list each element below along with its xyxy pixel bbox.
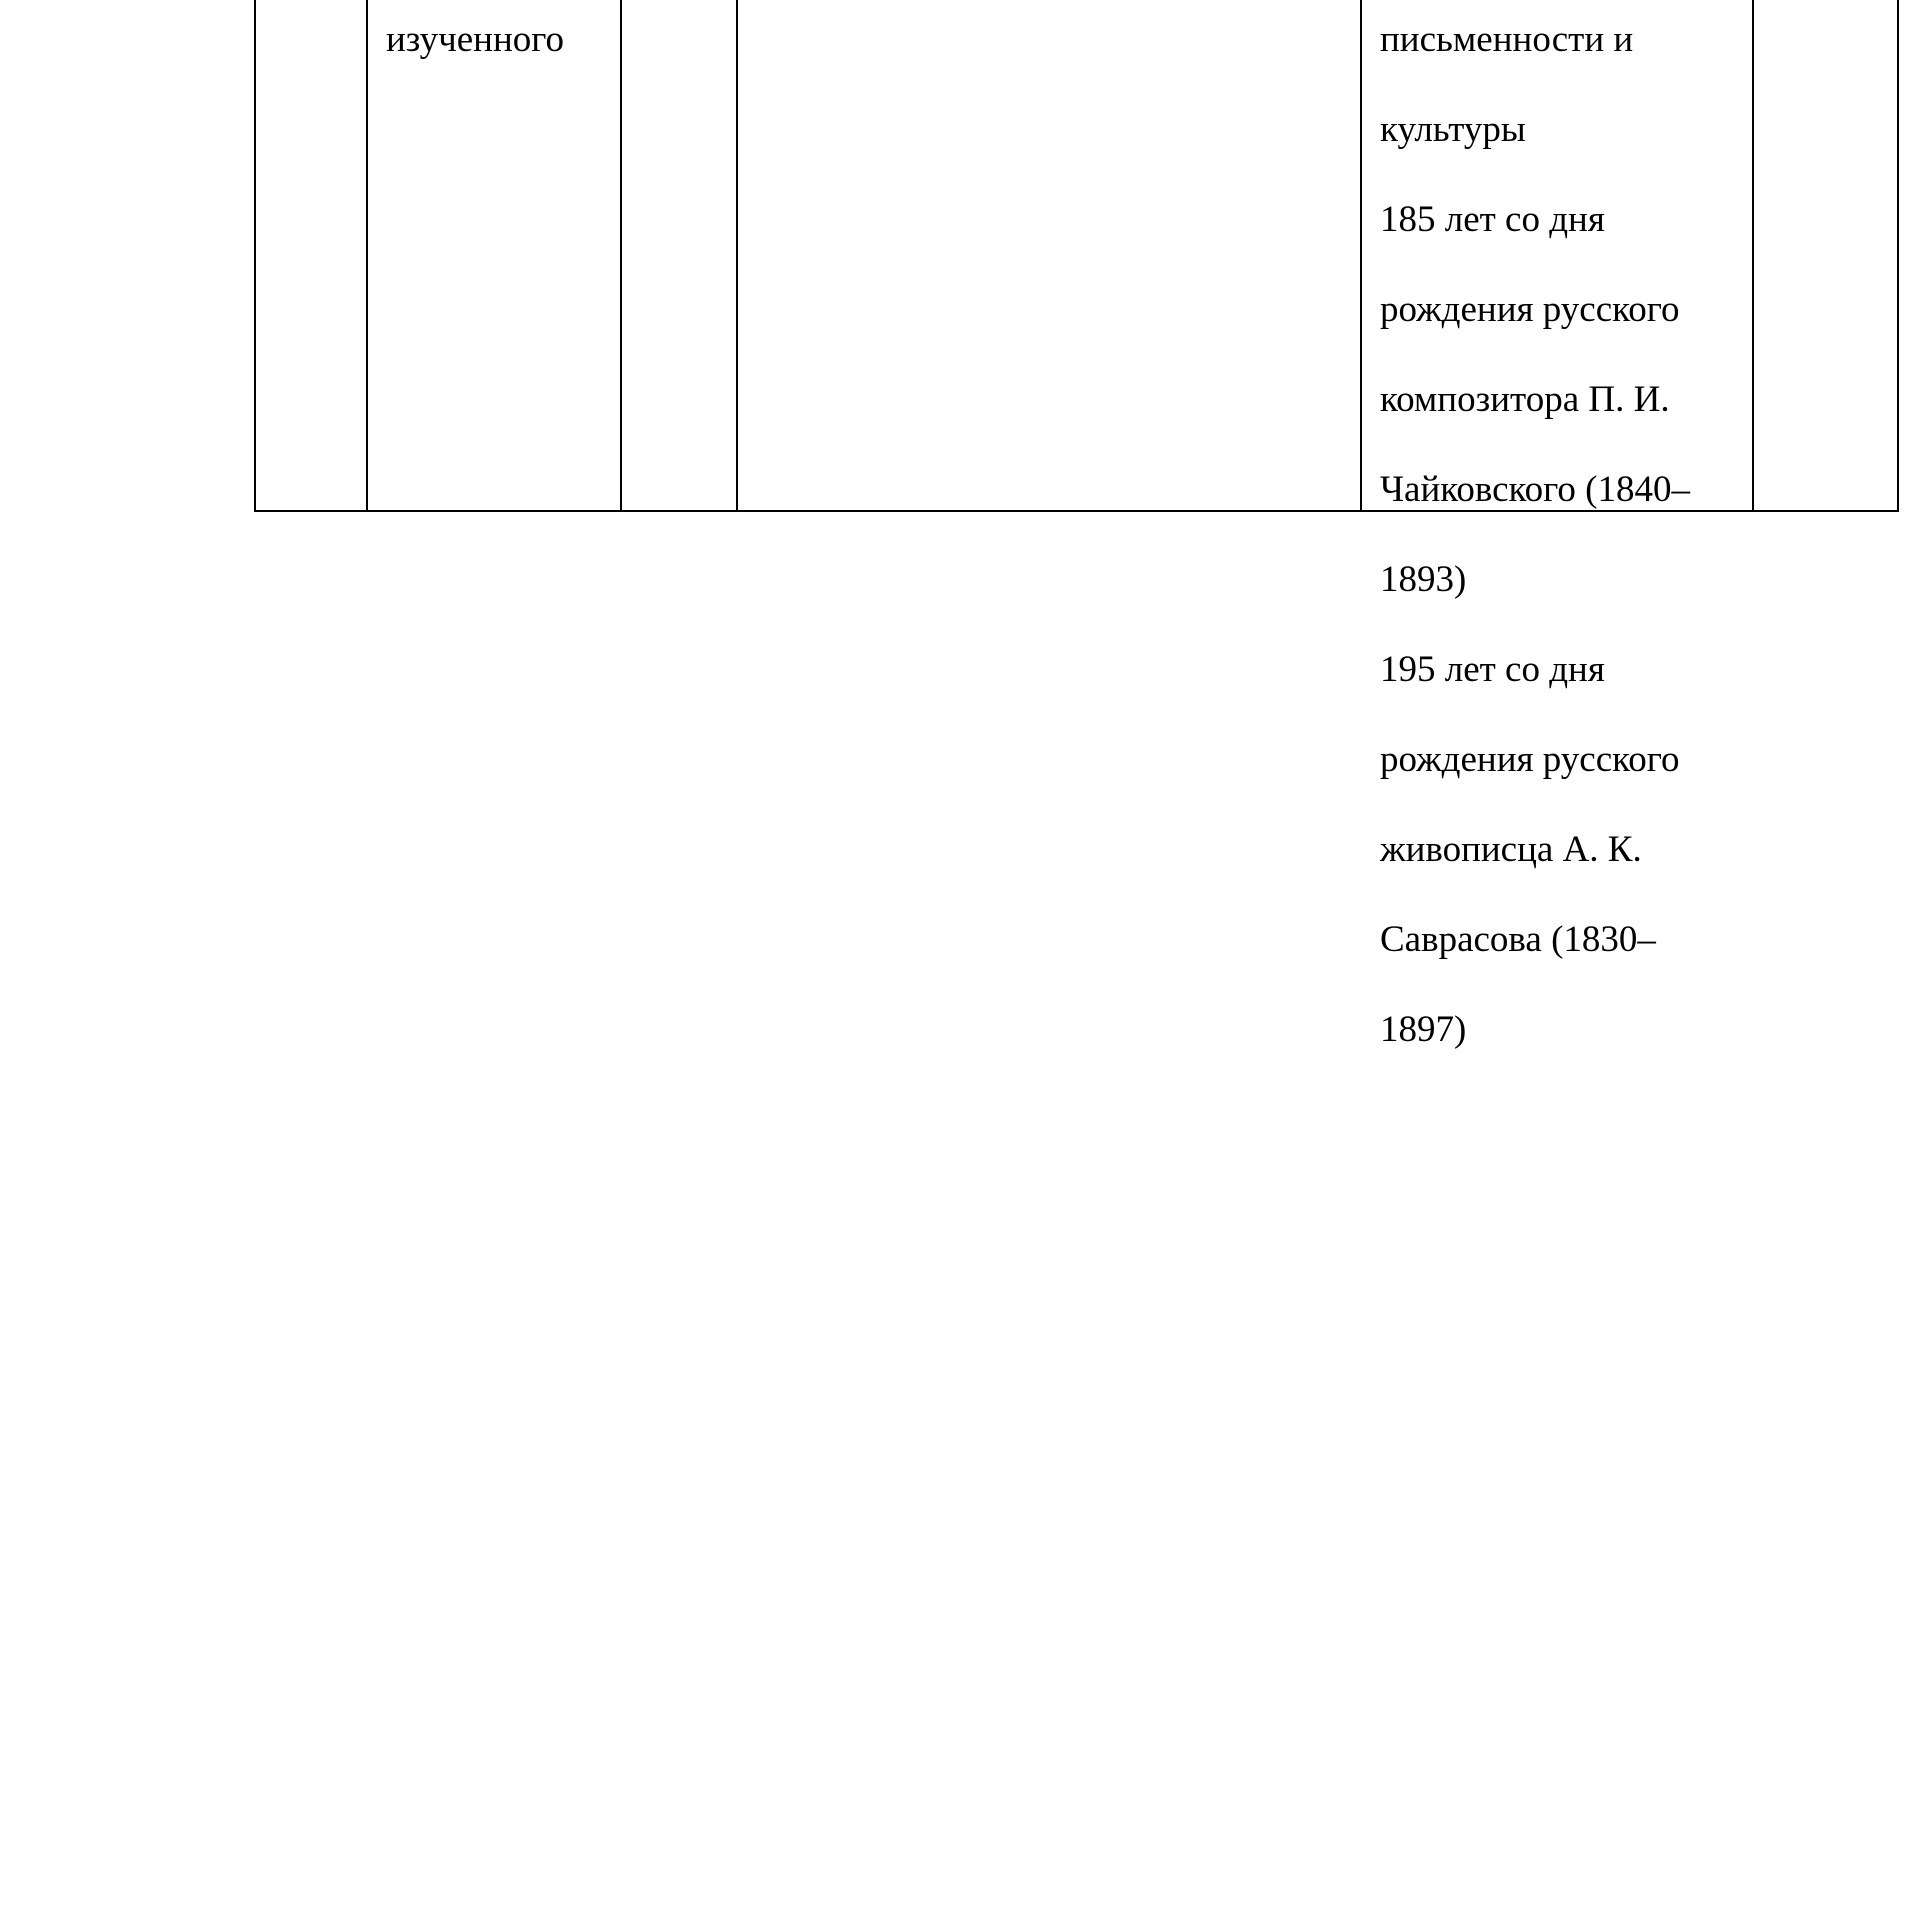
table-cell-col2 (386, 0, 564, 107)
table-cell-col5 (1380, 0, 1690, 1097)
cell-line: письменности и (1380, 19, 1634, 60)
table-column-divider (1752, 0, 1754, 510)
table-column-divider (736, 0, 738, 510)
cell-line: культуры (1380, 109, 1526, 150)
cell-line: живописца А. К. (1380, 829, 1642, 870)
table-column-divider (366, 0, 368, 510)
cell-line: Саврасова (1830– (1380, 919, 1656, 960)
cell-line: рождения русского (1380, 289, 1680, 330)
document-table (254, 0, 1899, 1050)
cell-line: 1893) (1380, 559, 1467, 600)
cell-line: рождения русского (1380, 739, 1680, 780)
cell-line: композитора П. И. (1380, 379, 1670, 420)
cell-line: Чайковского (1840– (1380, 469, 1690, 510)
table-column-divider (1360, 0, 1362, 510)
cell-line: изученного (386, 19, 565, 60)
table-column-divider (620, 0, 622, 510)
cell-line: 185 лет со дня (1380, 199, 1605, 240)
cell-line: 1897) (1380, 1009, 1467, 1050)
cell-line: 195 лет со дня (1380, 649, 1605, 690)
